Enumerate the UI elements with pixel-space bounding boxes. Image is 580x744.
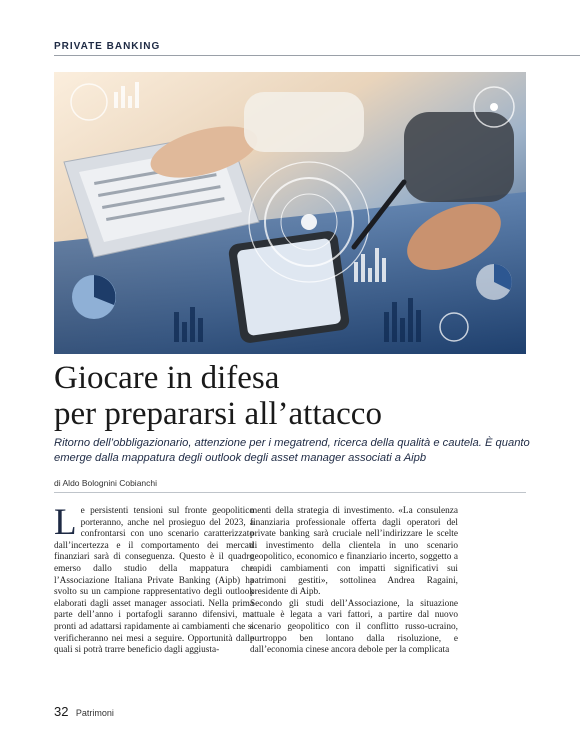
hero-illustration	[54, 72, 526, 354]
body-column-right	[250, 506, 458, 657]
body-paragraph: Secondo gli studi dell’Associazione, la situazione attuale è legata a vari fattori, a partire dal nuovo scenario geopolitico con il conflitto russo-ucraino, purtroppo ben lontano dalla risoluzione, e dall’economia cinese ancora debole per la complicata	[250, 598, 458, 656]
article-standfirst: Ritorno dell’obbligazionario, attenzione per i megatrend, ricerca della qualità e cautela. È quanto emerge dalla mappatura degli outlook degli asset manager associati a Aipb	[54, 437, 530, 464]
body-paragraph: menti della strategia di investimento. «La consulenza finanziaria professionale offerta dagli operatori del private banking sarà cruciale nell’indirizzare le scelte di investimento della clientela in uno scenario geopolitico, economico e finanziario incerto, soggetto a rapidi cambiamenti con impatti significativi sui patrimoni gestiti», sottolinea Andrea Ragaini, presidente di Aipb.	[250, 506, 458, 598]
section-divider	[54, 55, 580, 56]
section-label: PRIVATE BANKING	[54, 41, 161, 52]
body-text-left: e persistenti tensioni sul fronte geopolitico porteranno, anche nel prosieguo del 2023, a confrontarsi con uno scenario caratterizzato dall’incertezza e il comportamento dei mercati finanziari sarà di conseguenza. Questo è il quadro emerso dallo studio della mappatura che l’Associazione Italiana Private Banking (Aipb) ha svolto su un campione rappresentativo degli outlook elaborati dagli asset manager associati. Nella prima parte dell’anno i portafogli saranno difensivi, ma pronti ad adattarsi rapidamente ai cambiamenti che si verificheranno nei mesi a seguire. Opportunità dalle quali si potrà trarre beneficio dagli aggiusta-	[54, 506, 254, 656]
article-headline	[54, 360, 554, 432]
headline-line-2: per prepararsi all’attacco	[54, 396, 382, 432]
page-number: 32	[54, 704, 69, 719]
headline-line-1: Giocare in difesa	[54, 360, 280, 396]
drop-cap: L	[54, 502, 77, 543]
body-paragraph	[54, 502, 254, 657]
page-folio	[54, 703, 114, 721]
byline-divider	[54, 492, 526, 493]
body-column-left	[54, 502, 254, 657]
magazine-name: Patrimoni	[75, 708, 114, 718]
hero-image	[54, 72, 526, 354]
article-byline: di Aldo Bolognini Cobianchi	[54, 478, 158, 488]
